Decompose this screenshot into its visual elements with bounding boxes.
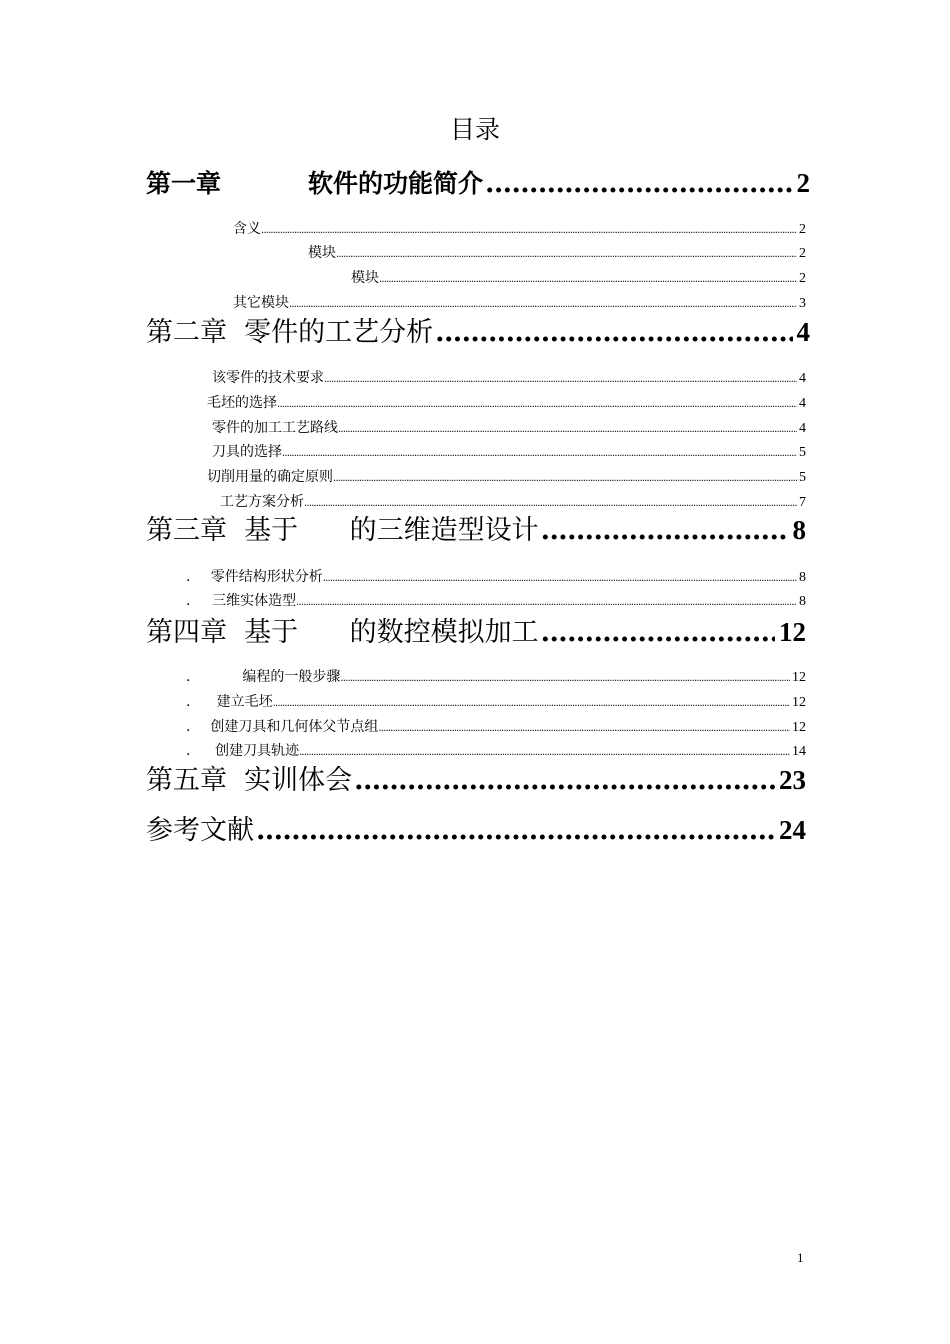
toc-leader <box>333 473 797 484</box>
toc-leader <box>261 225 797 236</box>
toc-section[interactable] <box>212 417 806 437</box>
toc-bullet: . <box>186 569 191 585</box>
toc-page-number: 2 <box>799 246 806 261</box>
toc-bullet: . <box>186 719 191 735</box>
toc-leader <box>340 673 790 684</box>
toc-page-number: 14 <box>792 744 806 759</box>
toc-section-label: 其它模块 <box>233 295 289 311</box>
toc-leader <box>379 274 797 285</box>
toc-section-label: 模块 <box>308 245 336 261</box>
page-number: 1 <box>797 1250 804 1265</box>
toc-page-number: 2 <box>799 222 806 237</box>
toc-chapter-label: 第四章 基于 的数控模拟加工 <box>146 617 539 648</box>
toc-page-number: 12 <box>792 720 806 735</box>
toc-section[interactable] <box>186 590 806 610</box>
toc-section-label: 模块 <box>351 270 379 286</box>
toc-chapter-label: 第五章 实训体会 <box>146 765 353 796</box>
toc-section[interactable] <box>351 267 806 287</box>
toc-section[interactable] <box>212 441 806 461</box>
toc-references[interactable] <box>146 808 806 848</box>
toc-page-number: 23 <box>779 765 806 795</box>
toc-leader <box>289 299 797 310</box>
toc-leader <box>541 515 789 546</box>
toc-section-label: 毛坯的选择 <box>207 395 277 411</box>
toc-bullet: . <box>186 694 191 710</box>
toc-section[interactable] <box>186 666 806 686</box>
toc-page-number: 7 <box>799 495 806 510</box>
toc-chapter-5[interactable] <box>146 758 806 798</box>
toc-page-number: 8 <box>799 594 806 609</box>
toc-page-number: 3 <box>799 296 806 311</box>
toc-section[interactable] <box>233 292 806 312</box>
toc-section-label: 三维实体造型 <box>212 593 297 609</box>
toc-page-number: 8 <box>799 570 806 585</box>
toc-leader <box>277 399 797 410</box>
toc-page-number: 24 <box>779 815 806 845</box>
toc-leader <box>256 815 775 846</box>
toc-page-number: 4 <box>799 421 806 436</box>
toc-leader <box>541 617 775 648</box>
toc-section-label: 切削用量的确定原则 <box>207 469 333 485</box>
toc-leader <box>323 573 797 584</box>
toc-leader <box>282 448 797 459</box>
toc-section-label: 工艺方案分析 <box>220 494 304 510</box>
toc-section-label: 零件的加工工艺路线 <box>212 420 338 436</box>
toc-leader <box>354 765 775 796</box>
toc-section[interactable] <box>212 367 806 387</box>
toc-chapter-2[interactable] <box>146 310 810 350</box>
toc-page-number: 2 <box>796 168 810 198</box>
toc-section[interactable] <box>186 740 806 760</box>
toc-leader <box>485 168 792 199</box>
toc-leader <box>324 374 797 385</box>
toc-leader <box>435 317 792 348</box>
toc-page-number: 4 <box>799 396 806 411</box>
toc-page-number: 4 <box>796 317 810 347</box>
toc-chapter-label: 第三章 基于 的三维造型设计 <box>146 515 539 546</box>
page-title: 目录 <box>449 115 500 144</box>
toc-section-label: 建立毛坯 <box>216 694 273 710</box>
toc-section-label: 编程的一般步骤 <box>242 669 341 685</box>
toc-page-number: 5 <box>799 445 806 460</box>
toc-page-number: 5 <box>799 470 806 485</box>
toc-page-number: 2 <box>799 271 806 286</box>
toc-leader <box>273 698 790 709</box>
toc-page-number: 12 <box>792 670 806 685</box>
toc-section[interactable] <box>207 466 806 486</box>
toc-chapter-3[interactable] <box>146 508 806 548</box>
toc-section-label: 该零件的技术要求 <box>212 370 324 386</box>
toc-section[interactable] <box>186 566 806 586</box>
toc-chapter-label: 第一章 软件的功能简介 <box>146 169 484 198</box>
toc-leader <box>338 424 797 435</box>
toc-chapter-1[interactable] <box>146 164 810 204</box>
toc-section-label: 创建刀具和几何体父节点组 <box>210 719 379 735</box>
toc-leader <box>296 597 797 608</box>
toc-page-number: 12 <box>792 695 806 710</box>
toc-page-number: 4 <box>799 371 806 386</box>
toc-chapter-label: 参考文献 <box>146 815 254 846</box>
toc-chapter-label: 第二章 零件的工艺分析 <box>146 317 434 348</box>
toc-section-label: 创建刀具轨迹 <box>215 743 300 759</box>
toc-leader <box>299 747 790 758</box>
toc-leader <box>336 249 797 260</box>
toc-section[interactable] <box>186 691 806 711</box>
toc-bullet: . <box>186 743 191 759</box>
toc-chapter-4[interactable] <box>146 610 806 650</box>
toc-section[interactable] <box>207 392 806 412</box>
toc-section-label: 刀具的选择 <box>212 444 282 460</box>
toc-page-number: 8 <box>792 515 806 545</box>
toc-page-number: 12 <box>779 617 806 647</box>
toc-leader <box>378 723 790 734</box>
toc-bullet: . <box>186 593 191 609</box>
toc-section-label: 含义 <box>233 221 261 237</box>
toc-section-label: 零件结构形状分析 <box>210 569 323 585</box>
toc-section[interactable] <box>308 242 806 262</box>
toc-bullet: . <box>186 669 191 685</box>
toc-section[interactable] <box>186 716 806 736</box>
toc-section[interactable] <box>233 218 806 238</box>
